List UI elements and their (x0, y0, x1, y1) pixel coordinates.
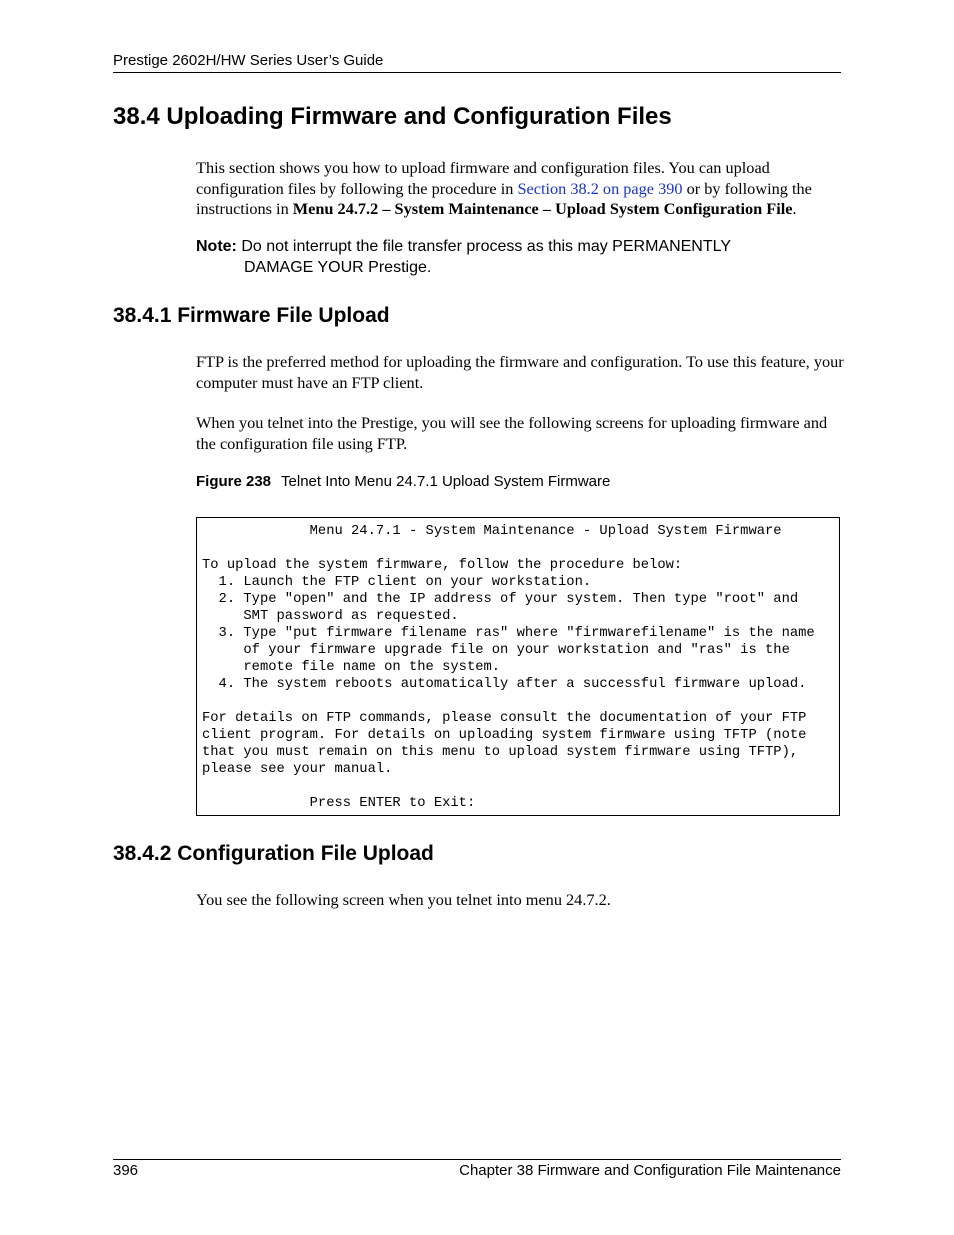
intro-text-2: or by following the instructions in (196, 178, 812, 218)
figure-label: Figure 238 (196, 473, 272, 490)
figure-caption (196, 473, 610, 490)
note-line-1: Do not interrupt the file transfer process as this may PERMANENTLY (236, 238, 731, 255)
section-link[interactable]: Section 38.2 on page 390 (517, 178, 683, 198)
note-label: Note: (196, 238, 237, 255)
chapter-title: Chapter 38 Firmware and Configuration File Maintenance (459, 1162, 841, 1179)
running-header: Prestige 2602H/HW Series User’s Guide (113, 52, 384, 69)
config-paragraph: You see the following screen when you telnet into menu 24.7.2. (196, 890, 611, 909)
subsection-heading-firmware: 38.4.1 Firmware File Upload (113, 304, 390, 327)
telnet-paragraph: When you telnet into the Prestige, you will see the following screens for uploading firmware and the configuration file using FTP. (196, 413, 828, 453)
ftp-paragraph: FTP is the preferred method for uploading the firmware and configuration. To use this feature, your computer must have an FTP client. (196, 352, 844, 392)
subsection-heading-config: 38.4.2 Configuration File Upload (113, 842, 434, 865)
intro-text-3: . (792, 199, 797, 218)
footer-rule (113, 1159, 841, 1160)
figure-title: Telnet Into Menu 24.7.1 Upload System Firmware (281, 473, 611, 490)
intro-paragraph (196, 158, 846, 220)
menu-reference: Menu 24.7.2 – System Maintenance – Upload System Configuration File (292, 199, 793, 218)
note-line-2: DAMAGE YOUR Prestige. (244, 258, 432, 276)
telnet-screen (196, 517, 840, 816)
page-number: 396 (113, 1162, 139, 1179)
header-rule (113, 72, 841, 73)
telnet-screen-text: Menu 24.7.1 - System Maintenance - Upload System Firmware To upload the system firmware, follow the procedure below: 1. Launch the FTP client on your workstation. 2. Type "open" and the IP address of your system. Then type "root" and SMT password as requested. 3. Type "put firmware filename ras" where "firmwarefilename" is the name of your firmware upgrade file on your workstation and "ras" is the remote file name on the system. 4. The system reboots automatically after a successful firmware upload. For details on FTP commands, please consult the documentation of your FTP client program. For details on uploading system firmware using TFTP (note that you must remain on this menu to upload system firmware using TFTP), please see your manual. Press ENTER to Exit: (202, 524, 815, 811)
note-box (196, 237, 816, 278)
intro-text-1: This section shows you how to upload firmware and configuration files. You can upload configuration files by following the procedure in (196, 158, 770, 198)
section-heading: 38.4 Uploading Firmware and Configuration Files (113, 103, 672, 130)
